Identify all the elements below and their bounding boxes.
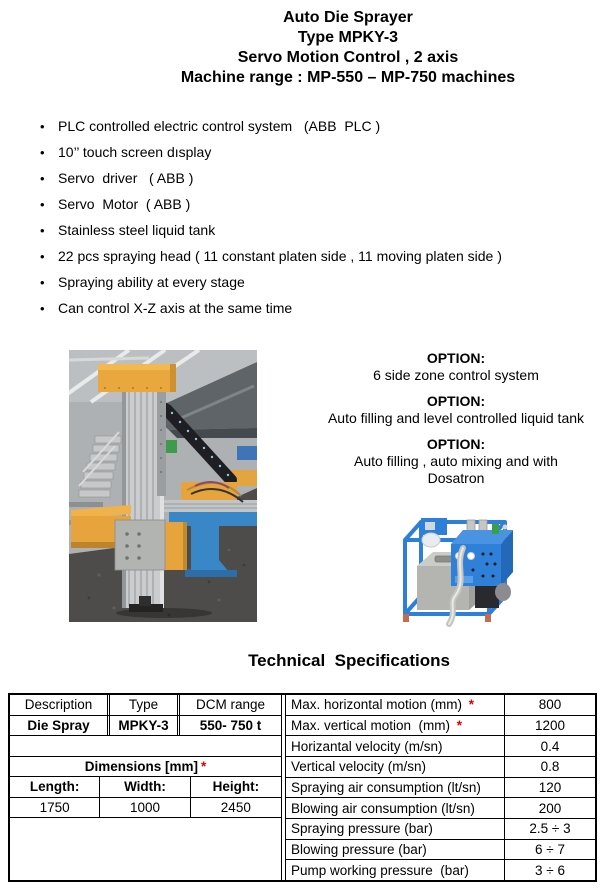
- spec-value: 6 ÷ 7: [535, 842, 565, 858]
- spec-row: [286, 798, 595, 819]
- info-header-cell: DCM range: [195, 697, 266, 713]
- dimension-header-row: [10, 777, 281, 798]
- spec-label: [286, 695, 505, 715]
- info-header-row: [10, 695, 281, 716]
- dimension-header-cell: Length:: [10, 777, 100, 797]
- spec-label: [286, 736, 505, 756]
- feature-text: PLC controlled electric control system (ABB PLC ): [58, 118, 381, 134]
- option-group: [310, 393, 601, 427]
- dimensions-label: Dimensions [mm]: [84, 758, 198, 774]
- bullet-icon: •: [40, 170, 45, 186]
- option-text: Auto filling , auto mixing and with Dosatron: [354, 453, 562, 486]
- spec-heading: Technical Specifications: [248, 651, 450, 670]
- spec-label-text: Vertical velocity (m/sn): [291, 759, 427, 775]
- option-label: OPTION:: [426, 436, 486, 452]
- option-label: OPTION:: [426, 350, 486, 366]
- red-asterisk: *: [456, 718, 463, 733]
- info-header-cell: Type: [110, 695, 180, 715]
- spec-label-text: Spraying air consumption (lt/sn): [291, 780, 481, 796]
- red-asterisk: *: [201, 758, 207, 774]
- spec-row: [286, 778, 595, 799]
- option-group: [310, 436, 601, 487]
- bullet-icon: •: [40, 300, 45, 316]
- feature-item: [40, 217, 580, 243]
- bullet-icon: •: [40, 196, 45, 212]
- spec-value: 200: [538, 800, 562, 816]
- info-value-row: [10, 716, 281, 737]
- spec-label-text: Pump working pressure (bar): [291, 862, 469, 878]
- option-text: Auto filling and level controlled liquid tank: [327, 410, 585, 426]
- info-header-cell: Description: [10, 695, 110, 715]
- feature-item: [40, 165, 580, 191]
- bullet-icon: •: [40, 274, 45, 290]
- title-line-4: Machine range : MP-550 – MP-750 machines: [180, 69, 516, 86]
- spec-table: [8, 693, 597, 882]
- bullet-icon: •: [40, 144, 45, 160]
- spec-value: 2.5 ÷ 3: [529, 821, 571, 837]
- pump-unit-photo: [391, 508, 521, 630]
- spec-label-text: Blowing air consumption (lt/sn): [291, 800, 475, 816]
- feature-item: [40, 269, 580, 295]
- feature-text: Servo Motor ( ABB ): [58, 196, 191, 212]
- title-line-3: Servo Motion Control , 2 axis: [237, 49, 459, 66]
- bullet-icon: •: [40, 248, 45, 264]
- feature-item: [40, 243, 580, 269]
- title-line-2: Type MPKY-3: [297, 29, 399, 46]
- feature-item: [40, 295, 580, 321]
- feature-text: Spraying ability at every stage: [58, 274, 245, 290]
- options-block: [310, 350, 601, 496]
- option-label: OPTION:: [426, 393, 486, 409]
- spec-label: [286, 778, 505, 798]
- red-asterisk: *: [468, 697, 475, 713]
- spec-label: [286, 716, 505, 736]
- spec-table-left: [10, 695, 282, 880]
- dimension-header-cell: Height:: [212, 779, 260, 795]
- feature-text: Can control X-Z axis at the same time: [58, 300, 293, 316]
- info-value-cell: MPKY-3: [110, 716, 180, 736]
- feature-text: Stainless steel liquid tank: [58, 222, 216, 238]
- empty-row: [10, 736, 281, 757]
- spec-row: [286, 757, 595, 778]
- option-group: [310, 350, 601, 384]
- spec-label-text: Max. vertical motion (mm): [291, 718, 454, 733]
- spec-row: [286, 860, 595, 880]
- spec-value: 3 ÷ 6: [535, 862, 565, 878]
- feature-item: [40, 139, 580, 165]
- spec-label: [286, 860, 505, 880]
- spec-label: [286, 840, 505, 860]
- spec-value: 1200: [534, 718, 566, 733]
- spec-row: [286, 736, 595, 757]
- spec-label-text: Blowing pressure (bar): [291, 842, 427, 858]
- feature-item: [40, 191, 580, 217]
- info-value-cell: 550- 750 t: [199, 717, 262, 733]
- spec-label: [286, 819, 505, 839]
- title-line-1: Auto Die Sprayer: [283, 9, 413, 26]
- title-block: [0, 8, 601, 88]
- info-value-cell: Die Spray: [10, 716, 110, 736]
- spec-value: 120: [538, 780, 562, 796]
- machine-photo: [69, 350, 257, 622]
- spec-label-text: Max. horizontal motion (mm): [291, 697, 466, 713]
- spec-row: [286, 840, 595, 861]
- dimension-value-cell: 1000: [100, 798, 190, 818]
- spec-label: [286, 798, 505, 818]
- spec-value: 800: [538, 697, 562, 713]
- spec-value: 0.8: [540, 759, 560, 775]
- spec-label: [286, 757, 505, 777]
- option-text: 6 side zone control system: [373, 367, 539, 383]
- bullet-icon: •: [40, 118, 45, 134]
- spec-value: 0.4: [540, 738, 560, 754]
- feature-list: [40, 113, 580, 321]
- dimension-header-cell: Width:: [100, 777, 190, 797]
- feature-item: [40, 113, 580, 139]
- dimension-value-cell: 1750: [10, 798, 100, 818]
- feature-text: 10’’ touch screen dısplay: [58, 144, 212, 160]
- feature-text: Servo driver ( ABB ): [58, 170, 194, 186]
- dimension-value-row: [10, 798, 281, 819]
- dimensions-header-row: [10, 757, 281, 778]
- spec-label-text: Horizantal velocity (m/sn): [291, 738, 443, 754]
- spec-row: [286, 716, 595, 737]
- spec-row: [286, 819, 595, 840]
- spec-row: [286, 695, 595, 716]
- dimension-value-cell: 2450: [220, 799, 251, 815]
- spec-table-right: [285, 695, 595, 880]
- bullet-icon: •: [40, 222, 45, 238]
- empty-row: [10, 818, 281, 880]
- spec-label-text: Spraying pressure (bar): [291, 821, 433, 837]
- feature-text: 22 pcs spraying head ( 11 constant platen side , 11 moving platen side ): [58, 248, 502, 264]
